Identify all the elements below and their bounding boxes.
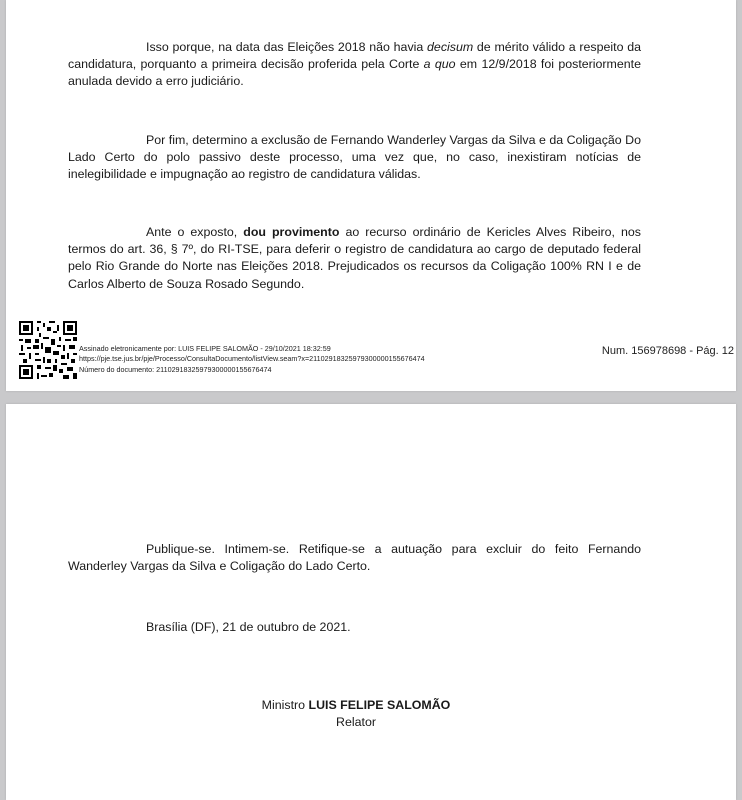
italic-term: decisum <box>427 40 474 54</box>
signature-document-number: Número do documento: 21102918325979300000155676474 <box>79 364 272 374</box>
document-page-2 <box>6 404 736 800</box>
italic-term: a quo <box>423 57 456 72</box>
electronic-signature-info <box>79 344 425 375</box>
text: Ante o exposto, <box>146 225 244 239</box>
date-line: Brasília (DF), 21 de outubro de 2021. <box>146 620 351 634</box>
paragraph-publication <box>68 541 641 575</box>
bold-term: dou provimento <box>243 225 340 239</box>
signature-signed-by: Assinado eletronicamente por: LUIS FELIPE SALOMÃO - 29/10/2021 18:32:59 <box>79 344 331 353</box>
signer-title: Ministro <box>261 698 309 712</box>
signer-name: LUIS FELIPE SALOMÃO <box>308 698 451 712</box>
signature-url[interactable]: https://pje.tse.jus.br/pje/Processo/ConsultaDocumento/listView.seam?x=21102918325979300000155676474 <box>79 354 425 364</box>
page-number: Num. 156978698 - Pág. 12 <box>601 345 734 357</box>
text: ao recurso ordinário de Kericles Alves Ribeiro, nos termos do art. 36, § 7º, do RI-TSE, para deferir o registro de candidatura ao cargo de deputado federal pelo Rio Grande do Norte nas Eleições 2018. Prejudicados os recursos da Coligação 100% RN I e de Carlos Alberto de Souza Rosado Segundo. <box>68 225 641 291</box>
document-page-1 <box>6 0 736 391</box>
paragraph-ruling <box>68 224 641 293</box>
signer-role: Relator <box>336 715 376 729</box>
text: de mérito válido a respeito da candidatura, porquanto a primeira decisão proferida pela Corte <box>68 40 641 72</box>
paragraph-date <box>68 619 641 636</box>
paragraph-exclusion <box>68 132 641 184</box>
paragraph-text: Por fim, determino a exclusão de Fernando Wanderley Vargas da Silva e da Coligação Do Lado Certo do polo passivo deste processo, uma vez que, no caso, inexistiram notícias de inelegibilidade e impugnação ao registro de candidatura válidas. <box>68 133 641 182</box>
paragraph-decisum <box>68 39 641 91</box>
text: Isso porque, na data das Eleições 2018 não havia <box>146 40 428 54</box>
qr-code-icon <box>19 321 77 379</box>
text: em 12/9/2018 foi posteriormente anulada devido a erro judiciário. <box>68 57 641 89</box>
signer-line <box>6 697 706 714</box>
signature-block <box>6 697 706 731</box>
paragraph-text: Publique-se. Intimem-se. Retifique-se a autuação para excluir do feito Fernando Wanderley Vargas da Silva e Coligação do Lado Certo. <box>68 542 641 574</box>
